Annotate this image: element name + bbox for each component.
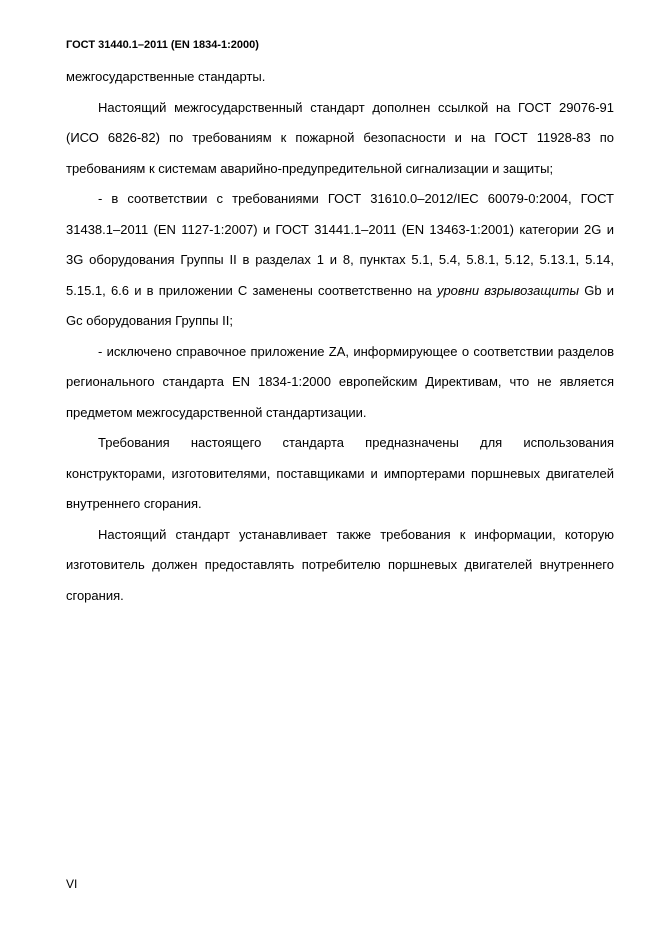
paragraph-information-requirements: Настоящий стандарт устанавливает также требования к информации, которую изготовитель должен предоставлять потребителю поршневых двигателей внутреннего сгорания. [66,526,614,603]
document-body [66,62,614,611]
paragraph-equipment-categories [66,184,614,337]
paragraph-italic-term: уровни взрывозащиты [436,282,580,298]
page-number: VI [66,877,78,891]
paragraph-text: - в соответствии с требованиями ГОСТ 31610.0–2012/IEC 60079-0:2004, ГОСТ 31438.1–2011 (EN 1127-1:2007) и ГОСТ 31441.1–2011 (EN 13463-1:2001) категории 2G и 3G оборудования Группы II в разделах 1 и 8, пунктах 5.1, 5.4, 5.8.1, 5.12, 5.13.1, 5.14, 5.15.1, 6.6 и в приложении С заменены соответственно на [66,191,614,298]
paragraph-references: Настоящий межгосударственный стандарт дополнен ссылкой на ГОСТ 29076-91 (ИСО 6826-82) по требованиям к пожарной безопасности и на ГОСТ 11928-83 по требованиям к системам аварийно-предупредительной сигнализации и защиты; [66,99,614,176]
paragraph-excluded-annex: - исключено справочное приложение ZA, информирующее о соответствии разделов регионального стандарта EN 1834-1:2000 европейским Директивам, что не является предметом межгосударственной стандартизации. [66,343,614,420]
paragraph-requirements-audience: Требования настоящего стандарта предназначены для использования конструкторами, изготовителями, поставщиками и импортерами поршневых двигателей внутреннего сгорания. [66,435,614,511]
paragraph-continuation: межгосударственные стандарты. [66,69,266,84]
paragraph-text: Gb и Gc оборудования Группы II; [66,282,614,328]
document-header-code: ГОСТ 31440.1–2011 (EN 1834-1:2000) [66,39,259,51]
